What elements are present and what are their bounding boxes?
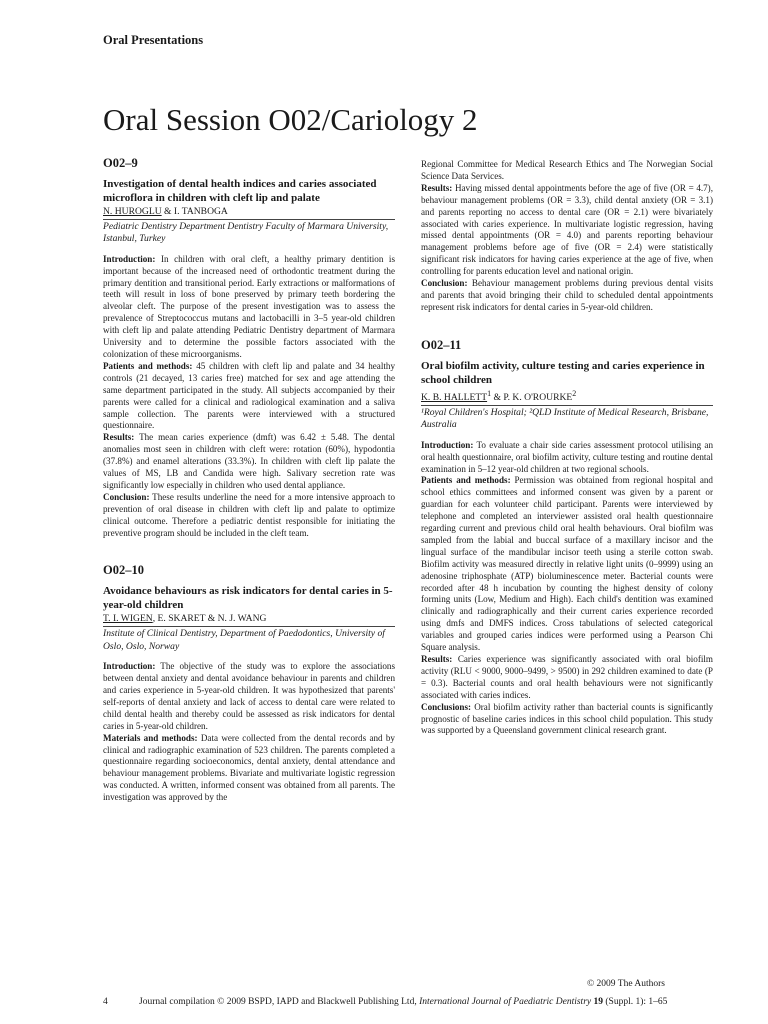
section-text: Data were collected from the dental records and by clinical and radiographic examination of 523 children. The parents completed a questionnaire regarding socioeconomics, dental anxiety, dental attendance and behaviour management problems. Bivariate and multivariate logistic regression was conducted. A written, informed consent was obtained from all parents. The investigation was approved by the [103, 732, 395, 803]
author-name: K. B. HALLETT [421, 391, 488, 403]
section-label: Conclusions: [421, 701, 472, 712]
author-separator: & [161, 205, 174, 217]
section-label: Conclusion: [103, 491, 150, 502]
section-label: Materials and methods: [103, 732, 198, 743]
section-text: In children with oral cleft, a healthy primary dentition is important because of the increased need of orthodontic treatment during the primary dentition and transitional period. Early extractions or malformations of teeth will result in loss of bone preserved by primary teeth bordering the alveolar cleft. The purpose of the present investigation was to assess the prevalence of Streptococcus mutans and lactobacilli in 3–5 year-old children with cleft lip and palate attending Pediatric Dentistry department of Marmara University and to determine the possible factors associated with the colonization of these microorganisms. [103, 253, 395, 359]
section-label: Patients and methods: [103, 360, 193, 371]
abstract-section [103, 432, 395, 492]
author-separator: , [152, 613, 158, 625]
author-separator: & [491, 391, 504, 403]
section-text: 45 children with cleft lip and palate and 34 healthy controls (21 decayed, 13 caries free) matched for sex and age attending the same department participated in the study. All subjects accompanied by their parents were called for a clinical and radiological examination and a saliva sample collection. The parents were interviewed with a structured questionnaire. [103, 360, 395, 431]
abstract-title: Oral biofilm activity, culture testing and caries experience in school children [421, 359, 705, 386]
abstract-2 [103, 565, 395, 804]
right-column [421, 159, 713, 763]
abstract-2-continued [421, 159, 713, 314]
section-label: Conclusion: [421, 278, 468, 289]
abstract-section [421, 183, 713, 278]
abstract-section [421, 278, 713, 314]
left-column [103, 158, 395, 830]
running-head: Oral Presentations [103, 33, 204, 47]
footer-volume: 19 [593, 997, 603, 1007]
abstract-affiliation: Institute of Clinical Dentistry, Department of Paedodontics, University of Oslo, Oslo, Norway [103, 628, 385, 652]
session-title: Oral Session O02/Cariology 2 [103, 102, 478, 137]
abstract-id: O02–11 [421, 337, 462, 352]
abstract-section [103, 361, 395, 432]
abstract-section [421, 654, 713, 702]
section-label: Patients and methods: [421, 475, 511, 486]
section-text: The objective of the study was to explore the associations between dental anxiety and dental avoidance behaviour in parents and children and caries experience in 5-year-old children. It was hypothesized that parents' self-reports of dental anxiety and lack of access to dental care were related to child dental health and thereby could be assessed as risk indicators for dental caries in 5-year-old children. [103, 661, 396, 731]
section-label: Introduction: [421, 439, 474, 450]
abstract-authors [421, 388, 713, 406]
abstract-section [421, 440, 713, 476]
section-label: Results: [421, 654, 453, 664]
footer-suffix: (Suppl. 1): 1–65 [603, 997, 668, 1007]
abstract-section [421, 702, 713, 738]
author-name: T. I. WIGEN [103, 613, 153, 625]
section-label: Introduction: [103, 661, 156, 672]
footer-copyright: © 2009 The Authors [586, 979, 665, 989]
section-text: Permission was obtained from regional hospital and school ethics committees and informed consent was given by a parent or guardian for each volunteer child participant. Parents were interviewed by telephone and completed an interviewer assisted oral health questionnaire regarding current and previous child oral health behaviours. Oral biofilm was sampled from the labial and buccal surface of a maxillary incisor and the lingual surface of the mandibular incisor teeth using a sterile cotton swab. Biofilm activity was measured directly in relative light units (0–9999) using an adenosine triphosphate (ATP) bioluminescence meter. Bacterial counts were recorded after 48 h incubation by counting the highest density of colony forming units (Low, Medium and High). Each child's dentition was examined clinically and radiographically and their current caries experience recorded using dmfs and DMFS indices. Cross tabulations of selected categorical variables and grouped caries indices were performed using a Pearson Chi Square analysis. [421, 475, 713, 653]
abstract-1 [103, 158, 395, 539]
author-name: I. TANBOGA [173, 205, 228, 217]
abstract-id: O02–9 [103, 156, 138, 170]
section-text: Oral biofilm activity rather than bacterial counts is significantly prognostic of baseline caries indices in this school child population. This study was supported by a Queensland government clinical research grant. [421, 701, 713, 736]
section-text: Caries experience was significantly associated with oral biofilm activity (RLU < 9000, 9000–9499, > 9500) in 292 children examined to date (P = 0.3). Bacterial counts and oral health behaviours were not significantly associated with caries indices. [421, 654, 713, 700]
abstract-title: Avoidance behaviours as risk indicators for dental caries in 5-year-old children [103, 585, 393, 612]
author-affil-mark: 2 [572, 388, 577, 398]
author-separator: & [205, 613, 218, 625]
footer-journal-name: International Journal of Paediatric Dentistry [419, 997, 592, 1007]
author-affil-mark: 1 [487, 388, 492, 398]
abstract-affiliation: Pediatric Dentistry Department Dentistry Faculty of Marmara University, Istanbul, Turkey [103, 220, 389, 245]
section-label: Results: [421, 182, 453, 193]
section-text: Having missed dental appointments before the age of five (OR = 4.7), behaviour management problems (OR = 3.3), child dental anxiety (OR = 3.1) and parents reporting no access to dental care (OR = 2.1) were bivariately associated with caries experience. In multivariate logistic regression, having missed dental appointments (OR = 4.0) and parents reporting behaviour management problems before age of five (OR = 2.4) were statistically significant risk indicators for having caries experience at the age of five, when controlling for parents education level and national origin. [421, 182, 713, 277]
section-text: The mean caries experience (dmft) was 6.42 ± 5.48. The dental anomalies most seen in children with cleft were: rotation (60%), hypodontia (37.8%) and enamel alterations (33.3%). In children with cleft lip palate the values of MS, LB and Candida were high. Salivary secretion rate was significantly low especially in children who used dental appliance. [103, 432, 396, 490]
author-name: N. HUROGLU [103, 205, 162, 217]
abstract-authors [103, 206, 395, 220]
author-name: P. K. O'ROURKE [503, 391, 573, 403]
abstract-section [103, 492, 395, 540]
abstract-section [103, 254, 395, 361]
abstract-3 [421, 337, 713, 738]
abstract-id: O02–10 [103, 563, 144, 578]
abstract-authors [103, 613, 395, 627]
section-label: Results: [103, 432, 135, 443]
footer-journal-line [103, 997, 668, 1007]
abstract-section-continued: Regional Committee for Medical Research Ethics and The Norwegian Social Science Data Services. [421, 159, 713, 181]
page-number: 4 [103, 997, 108, 1007]
section-label: Introduction: [103, 253, 156, 264]
section-text: Behaviour management problems during previous dental visits and parents that avoid bringing their child to scheduled dental appointments represent risk indicators for dental caries in 5-year-old children. [421, 278, 713, 312]
abstract-section [103, 733, 395, 804]
abstract-section [421, 475, 713, 654]
section-text: These results underline the need for a more intensive approach to prevention of oral disease in children with cleft lip and palate to optimize clinical outcome. Therefore a pediatric dentist responsible for initiating the preventive program should be included in the cleft team. [103, 491, 395, 538]
author-name: E. SKARET [157, 613, 206, 625]
section-text: To evaluate a chair side caries assessment protocol utilising an oral health questionnaire, oral biofilm activity, culture testing and routine dental examination in 5–12 year-old children at two regional schools. [421, 439, 713, 474]
footer-journal-prefix: Journal compilation © 2009 BSPD, IAPD and Blackwell Publishing Ltd, [139, 997, 420, 1007]
abstract-section [103, 661, 395, 732]
abstract-title: Investigation of dental health indices and caries associated microflora in children with cleft lip and palate [103, 177, 377, 204]
abstract-affiliation: ¹Royal Children's Hospital; ²QLD Institute of Medical Research, Brisbane, Australia [421, 406, 709, 431]
author-name: N. J. WANG [217, 613, 267, 625]
